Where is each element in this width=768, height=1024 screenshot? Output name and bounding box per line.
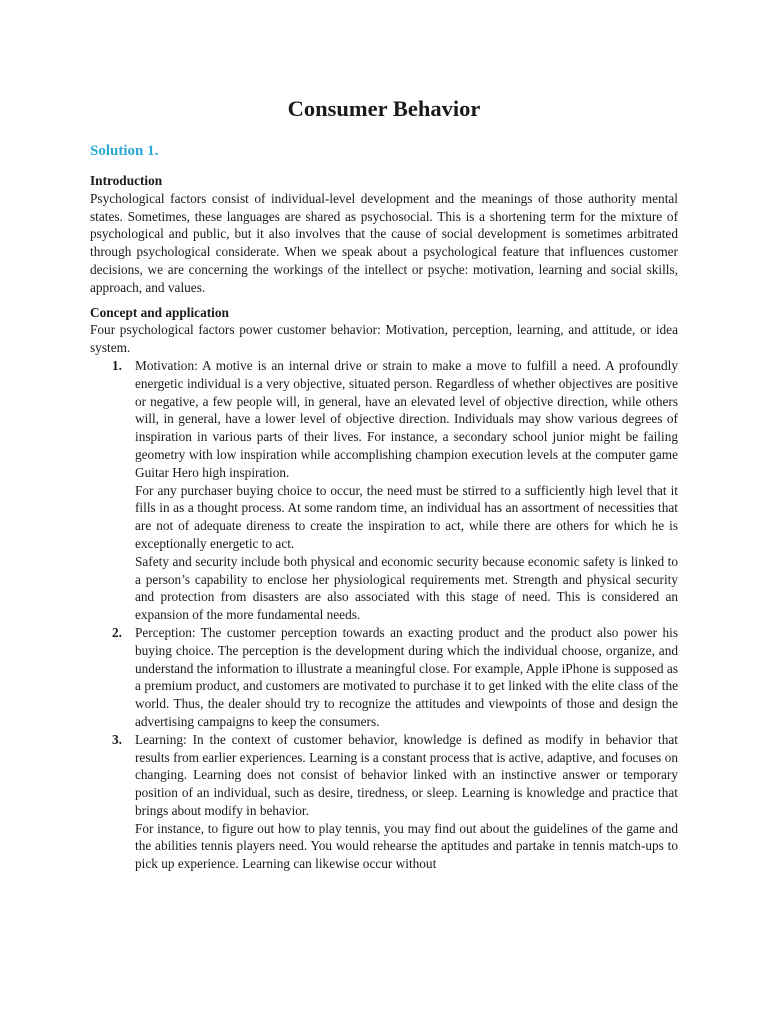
list-paragraph: Learning: In the context of customer behavior, knowledge is defined as modify in behavior that results from earlier experiences. Learning is a constant process that is active, adaptive, and focuses on changing. Learning does not consist of behavior linked with an instinctive answer or temporary position of an individual, such as desire, tiredness, or sleep. Learning is knowledge and practice that brings about modify in behavior. xyxy=(135,731,678,818)
intro-heading: Introduction xyxy=(90,173,163,188)
list-number: 1. xyxy=(112,357,122,373)
intro-paragraph: Psychological factors consist of individual-level development and the meanings of those authority mental states. Sometimes, these languages are shared as psychosocial. This is a shortening term for the mixture of psychological and public, but it also involves that the cause of social development is sometimes arbitrated through psychological considerate. When we speak about a psychological feature that influences customer decisions, we are concerning the workings of the intellect or psyche: motivation, learning and social skills, approach, and values. xyxy=(90,190,678,295)
list-item xyxy=(90,624,678,731)
concept-paragraph: Four psychological factors power customer behavior: Motivation, perception, learning, and attitude, or idea system. xyxy=(90,322,678,356)
list-paragraph: Safety and security include both physical and economic security because economic safety is linked to a person’s capability to enclose her physiological requirements met. Strength and physical security and protection from disasters are also associated with this stage of need. This is considered an expansion of the more fundamental needs. xyxy=(135,553,678,623)
list-paragraph: Motivation: A motive is an internal drive or strain to make a move to fulfill a need. A profoundly energetic individual is a very objective, situated person. Regardless of whether objectives are positive or negative, a few people will, in general, have an elevated level of objective direction, while others will, in general, have a lower level of objective direction. Individuals may show various degrees of inspiration in various parts of their lives. For instance, a secondary school junior might be failing geometry with low inspiration while accomplishing champion execution levels at the computer game Guitar Hero high inspiration. xyxy=(135,357,678,480)
list-number: 2. xyxy=(112,624,122,640)
list-paragraph: For any purchaser buying choice to occur, the need must be stirred to a sufficiently high level that it fills in as a thought process. At some random time, an individual has an assortment of necessities that are not of adequate direness to create the inspiration to act, while there are others for which he is exceptionally energetic to act. xyxy=(135,482,678,551)
list-item xyxy=(90,357,678,624)
solution-heading: Solution 1. xyxy=(90,143,159,159)
list-paragraph: Perception: The customer perception towards an exacting product and the product also power his buying choice. The perception is the development during which the individual choose, organize, and understand the information to illustrate a meaningful close. For example, Apple iPhone is supposed as a premium product, and customers are motivated to purchase it to get linked with the elite class of the world. Thus, the dealer should try to recognize the attitudes and viewpoints of those and design the advertising campaigns to keep the consumers. xyxy=(135,624,678,729)
list-paragraph: For instance, to figure out how to play tennis, you may find out about the guidelines of the game and the abilities tennis players need. You would rehearse the aptitudes and partake in tennis match-ups to pick up experience. Learning can likewise occur without xyxy=(135,820,678,872)
factors-list xyxy=(90,357,678,873)
list-item xyxy=(90,731,678,873)
concept-heading: Concept and application xyxy=(90,304,229,320)
list-number: 3. xyxy=(112,731,122,747)
document-title: Consumer Behavior xyxy=(287,96,481,121)
